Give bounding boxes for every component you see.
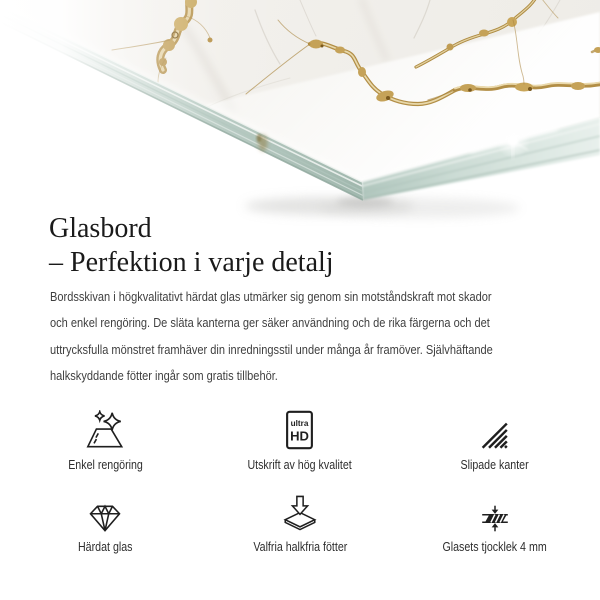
feature-item-print-quality <box>203 402 398 472</box>
description-line: halkskyddande fötter ingår som gratis tillbehör. <box>50 368 278 384</box>
left-blur-fade <box>0 0 310 230</box>
description-line: uttrycksfulla mönstret framhäver din inredningsstil under många år framöver. Självhäftande <box>50 341 493 357</box>
feature-label: Utskrift av hög kvalitet <box>247 457 353 472</box>
feature-label: Härdat glas <box>78 539 133 554</box>
svg-text:ultra: ultra <box>291 419 309 429</box>
feature-label: Valfria halkfria fötter <box>252 539 347 554</box>
product-title-line-2: – Perfektion i varje detalj <box>49 247 334 278</box>
feature-item-polished-edges <box>397 402 592 472</box>
feature-item-glass-thickness <box>397 484 592 554</box>
beveled-edges-icon <box>479 402 510 450</box>
glass-thickness-icon <box>480 484 510 532</box>
product-description <box>50 284 571 390</box>
feature-label: Glasets tjocklek 4 mm <box>442 539 547 554</box>
feature-item-nonslip-feet <box>203 484 398 554</box>
glass-tabletop-illustration <box>0 0 600 230</box>
arrow-into-surface-icon <box>283 484 317 532</box>
diamond-icon <box>86 484 124 532</box>
svg-text:HD: HD <box>290 428 310 444</box>
description-line: Bordsskivan i högkvalitativt härdat glas utmärker sig genom sin motståndskraft mot skador <box>50 289 492 304</box>
feature-label: Enkel rengöring <box>67 457 143 472</box>
feature-item-easy-cleaning <box>8 402 203 472</box>
product-title-line-1: Glasbord <box>49 213 152 244</box>
feature-item-tempered-glass <box>8 484 203 554</box>
feature-label: Slipade kanter <box>460 457 529 472</box>
product-title <box>49 212 334 280</box>
product-hero-image <box>0 0 600 230</box>
ultra-hd-icon <box>285 402 314 450</box>
features-grid <box>8 402 592 554</box>
sparkle-clean-icon <box>84 402 126 450</box>
description-line: och enkel rengöring. De släta kanterna ger säker användning och de rika färgerna och det <box>50 315 490 331</box>
